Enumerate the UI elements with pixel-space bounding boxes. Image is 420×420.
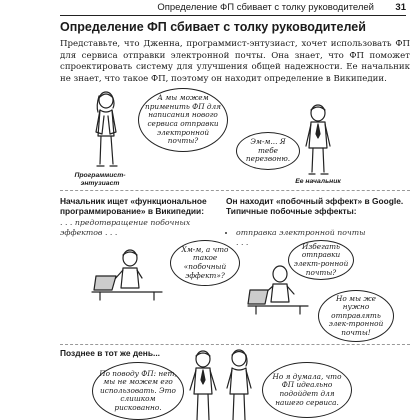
running-head xyxy=(0,0,420,16)
boss-at-laptop xyxy=(92,248,162,300)
caption-wikipedia: Начальник ищет «функциональное программирование» в Википедии: xyxy=(60,196,207,217)
speech-bubble-boss-refuse: По поводу ФП: нет, мы не можем его использовать. Это слишком рискованно. xyxy=(92,362,184,420)
caption-google: Он находит «побочный эффект» в Google. Типичные побочные эффекты: xyxy=(226,196,404,217)
quote-wikipedia: . . . предотвращение побочных эффектов . . . xyxy=(60,218,191,237)
speech-bubble-jenna-ask: А мы можем применить ФП для написания нового сервиса отправки электронной почты? xyxy=(138,88,228,152)
page-number: 31 xyxy=(395,2,406,13)
running-head-title: Определение ФП сбивает с толку руководителей xyxy=(157,2,374,13)
jenna-figure-1 xyxy=(86,92,126,172)
boss-figure-1 xyxy=(300,104,336,178)
divider-1 xyxy=(60,190,410,191)
section-title: Определение ФП сбивает с толку руководителей xyxy=(60,20,366,34)
side-effect-item: • отправка электронной почты xyxy=(236,228,412,238)
speech-bubble-boss-question: Хм-м, а что такое «побочный эффект»? xyxy=(170,240,240,286)
speech-bubble-jenna-reply: Но я думала, что ФП идеально подойдет для нашего сервиса. xyxy=(262,362,352,418)
header-rule xyxy=(60,15,406,16)
intro-paragraph: Представьте, что Дженна, программист-энтузиаст, хочет использовать ФП для сервиса отправки электронной почты. Она знает, что ФП поможет спроектировать систему для улучшения общей надежности. Ее начальник не знает, что такое ФП, поэтому он находит определение в Википедии. xyxy=(60,39,410,84)
caption-later: Позднее в тот же день... xyxy=(60,348,160,358)
thought-bubble-avoid-email: Избегать отправки элект-ронной почты? xyxy=(288,240,354,280)
label-boss: Ее начальник xyxy=(295,178,341,185)
speech-bubble-boss-callback: Эм-м... Я тебе перезвоню. xyxy=(236,132,300,170)
label-programmer: Программист-энтузиаст xyxy=(74,172,126,187)
divider-2 xyxy=(60,344,410,345)
thought-bubble-need-email: Но мы же нужно отправлять элек-тронной почты! xyxy=(318,290,394,342)
jenna-figure-3 xyxy=(222,350,256,420)
side-effect-more: . . . xyxy=(236,238,249,247)
boss-figure-3 xyxy=(186,350,220,420)
